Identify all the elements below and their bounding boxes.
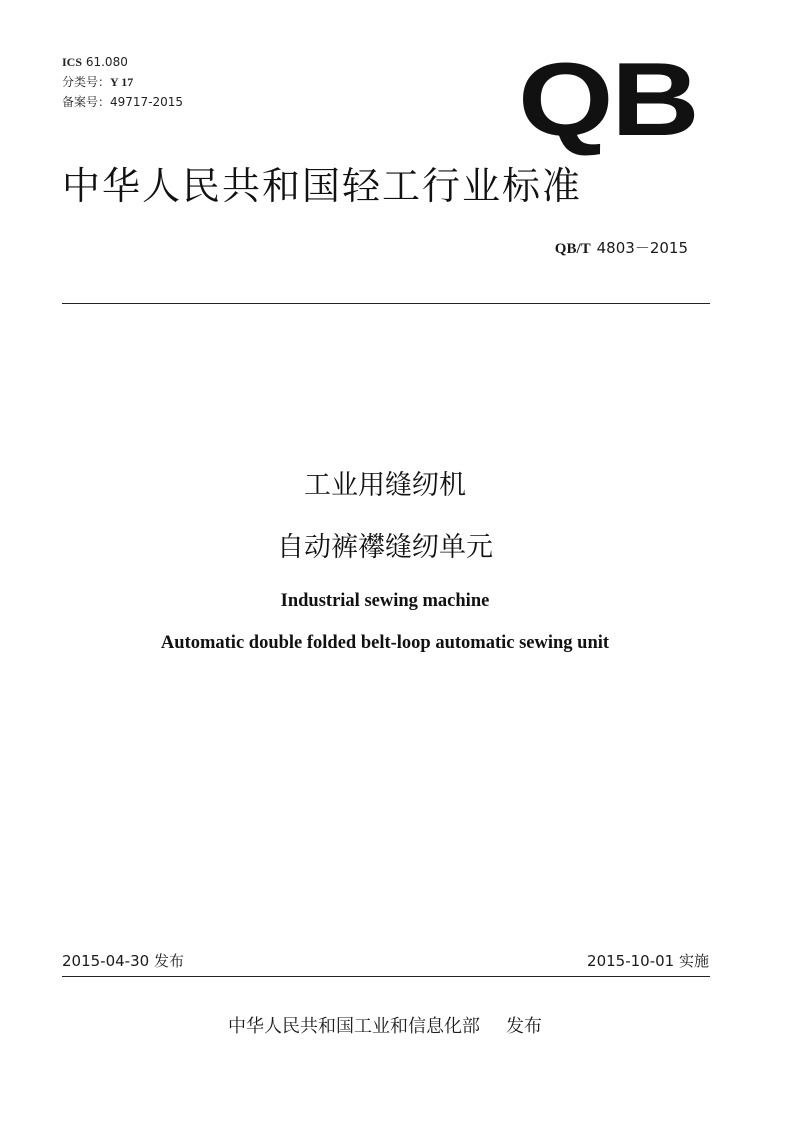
classification-label: 分类号：: [62, 75, 111, 89]
record-line: [62, 92, 183, 112]
bottom-divider: [62, 976, 710, 977]
title-en-line2: Automatic double folded belt-loop automatic sewing unit: [160, 633, 610, 653]
record-label: 备案号：: [62, 95, 111, 109]
standard-code: QB/T: [554, 241, 591, 257]
publisher-action: 发布: [506, 1016, 542, 1037]
title-cn-line2: 自动裤襻缝纫单元: [277, 532, 493, 563]
classification-value: Y 17: [110, 75, 134, 89]
standard-number: [555, 237, 688, 260]
title-en-line1: Industrial sewing machine: [280, 591, 490, 611]
effective-date: 2015-10-01 实施: [587, 952, 709, 970]
publisher-line: [0, 1013, 770, 1041]
metadata-block: [62, 52, 183, 112]
ics-label: ICS: [62, 55, 83, 69]
qb-logo: QB: [518, 42, 698, 158]
top-divider: [62, 303, 710, 304]
classification-line: [62, 72, 183, 92]
issue-date: 2015-04-30 发布: [62, 952, 184, 970]
standard-title: 中华人民共和国轻工行业标准: [62, 164, 583, 208]
ics-value: 61.080: [85, 55, 128, 69]
title-cn-line1: 工业用缝纫机: [304, 470, 466, 501]
standard-number-value: 4803－2015: [596, 239, 688, 257]
record-value: 49717-2015: [110, 95, 184, 109]
ics-line: [62, 52, 183, 72]
publisher-name: 中华人民共和国工业和信息化部: [228, 1016, 480, 1037]
